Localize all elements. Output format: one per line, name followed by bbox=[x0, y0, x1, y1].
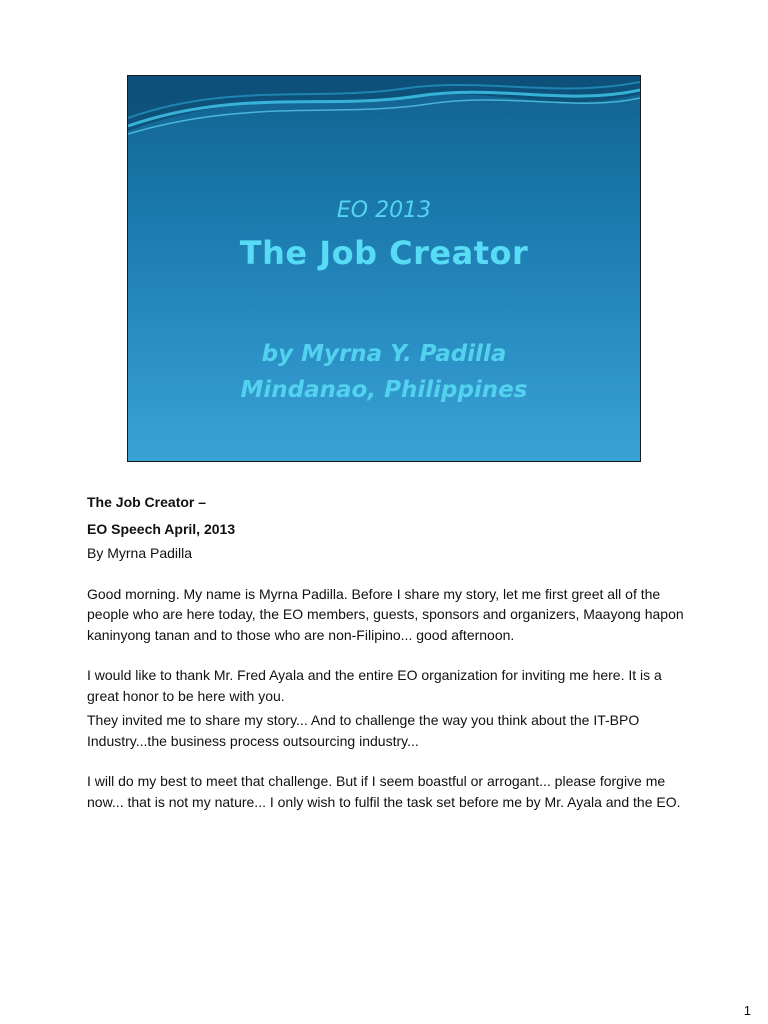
title-slide bbox=[127, 75, 641, 462]
paragraph-invitation: They invited me to share my story... And to challenge the way you think about the IT-BPO Industry...the business process outsourcing industry... bbox=[87, 712, 640, 749]
speech-document bbox=[87, 492, 692, 812]
document-author: By Myrna Padilla bbox=[87, 545, 193, 561]
slide-byline-location: Mindanao, Philippines bbox=[240, 377, 528, 403]
paragraph-challenge: I will do my best to meet that challenge. But if I seem boastful or arrogant... please forgive me now... that is not my nature... I only wish to fulfil the task set before me by Mr. Ayala and the EO. bbox=[87, 773, 681, 810]
slide-byline bbox=[128, 336, 640, 408]
wave-decoration bbox=[128, 76, 640, 156]
page-number: 1 bbox=[743, 1003, 751, 1018]
slide-title: The Job Creator bbox=[239, 234, 529, 272]
slide-byline-author: by Myrna Y. Padilla bbox=[261, 341, 507, 367]
paragraph-thanks: I would like to thank Mr. Fred Ayala and the entire EO organization for inviting me here. It is a great honor to be here with you. bbox=[87, 667, 662, 704]
document-title: The Job Creator – bbox=[87, 494, 207, 510]
paragraph-greeting: Good morning. My name is Myrna Padilla. Before I share my story, let me first greet all of the people who are here today, the EO members, guests, sponsors and organizers, Maayong hapon kaninyong tanan and to those who are non-Filipino... good afternoon. bbox=[87, 585, 684, 643]
document-event: EO Speech April, 2013 bbox=[87, 520, 236, 537]
slide-subtitle: EO 2013 bbox=[336, 198, 432, 223]
